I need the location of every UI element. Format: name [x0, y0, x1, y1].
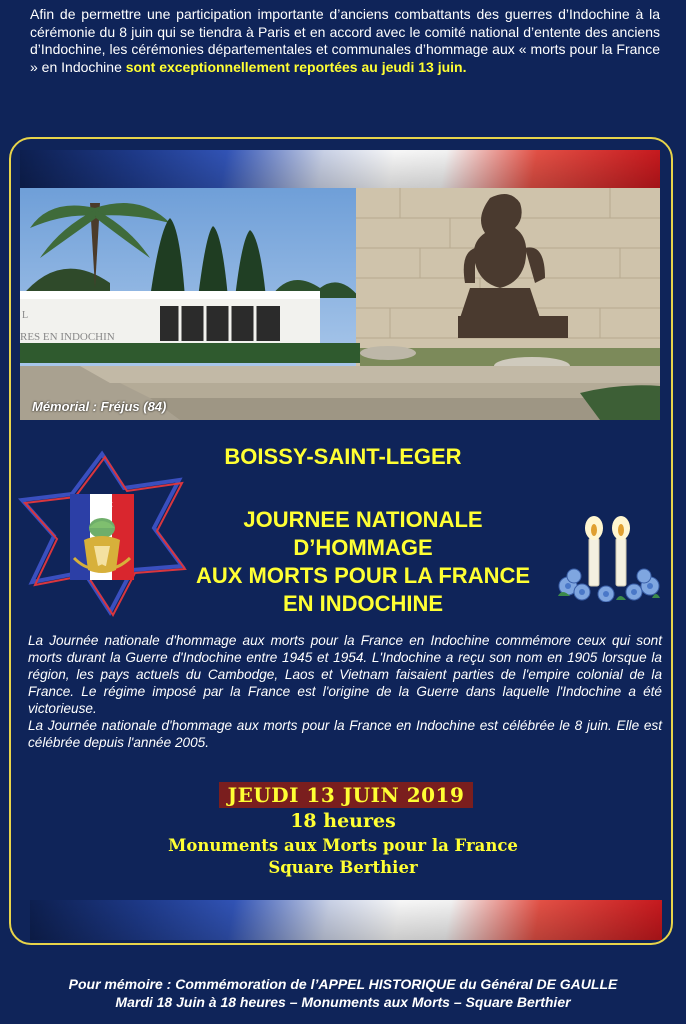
wall-letter: L [22, 310, 29, 321]
city-name: BOISSY-SAINT-LEGER [224, 444, 462, 469]
photo-caption: Mémorial : Fréjus (84) [32, 399, 167, 414]
body-paragraph-2: La Journée nationale d'hommage aux morts pour la France en Indochine est célébrée le 8 juin. Elle est célébrée depuis l'année 2005. [28, 718, 662, 750]
event-square: Square Berthier [268, 858, 418, 877]
flag-banner-top [20, 150, 660, 190]
title-line-4: EN INDOCHINE [282, 591, 444, 616]
flag-banner-bottom [30, 900, 662, 940]
event-time: 18 heures [290, 810, 396, 832]
intro-highlight: sont exceptionnellement reportées au jeudi 13 juin. [125, 58, 467, 75]
logo-text: UNC [91, 500, 113, 511]
intro-paragraph [30, 6, 660, 76]
event-place: Monuments aux Morts pour la France [168, 836, 518, 855]
title-line-1: JOURNEE NATIONALE [243, 507, 483, 532]
footer-line-2: Mardi 18 Juin à 18 heures – Monuments aux Morts – Square Berthier [115, 994, 571, 1010]
event-date: JEUDI 13 JUIN 2019 [219, 782, 473, 808]
footer-note [0, 975, 686, 1011]
title-line-3: AUX MORTS POUR LA FRANCE [195, 563, 531, 588]
memorial-photo [20, 188, 660, 420]
candles-icon [556, 514, 662, 602]
title-line-2: D’HOMMAGE [293, 535, 433, 560]
footer-line-1: Pour mémoire : Commémoration de l’APPEL HISTORIQUE du Général DE GAULLE [68, 976, 618, 992]
wall-inscription: RES EN INDOCHIN [20, 331, 115, 343]
body-text [28, 632, 662, 751]
memorial-illustration [20, 188, 660, 420]
intro-text: Afin de permettre une participation importante d’anciens combattants des guerres d’Indochine à la cérémonie du 8 juin qui se tiendra à Paris et en accord avec le comité national d’entente des anciens d’Indochine, les cérémonies départementales et communales d’hommage aux « morts pour la France » en Indochine [30, 6, 660, 75]
event-title [140, 506, 586, 618]
body-paragraph-1: La Journée nationale d'hommage aux morts pour la France en Indochine commémore ceux qui sont morts durant la Guerre d'Indochine entre 1945 et 1954. L'Indochine a reçu son nom en 1905 lorsque la région, les pays actuels du Cambodge, Laos et Vietnam faisaient parties de l'empire colonial de la France. Le régime imposé par la France est l'origine de la Guerre dans laquelle l'Indochine a été victorieuse. [28, 633, 662, 716]
